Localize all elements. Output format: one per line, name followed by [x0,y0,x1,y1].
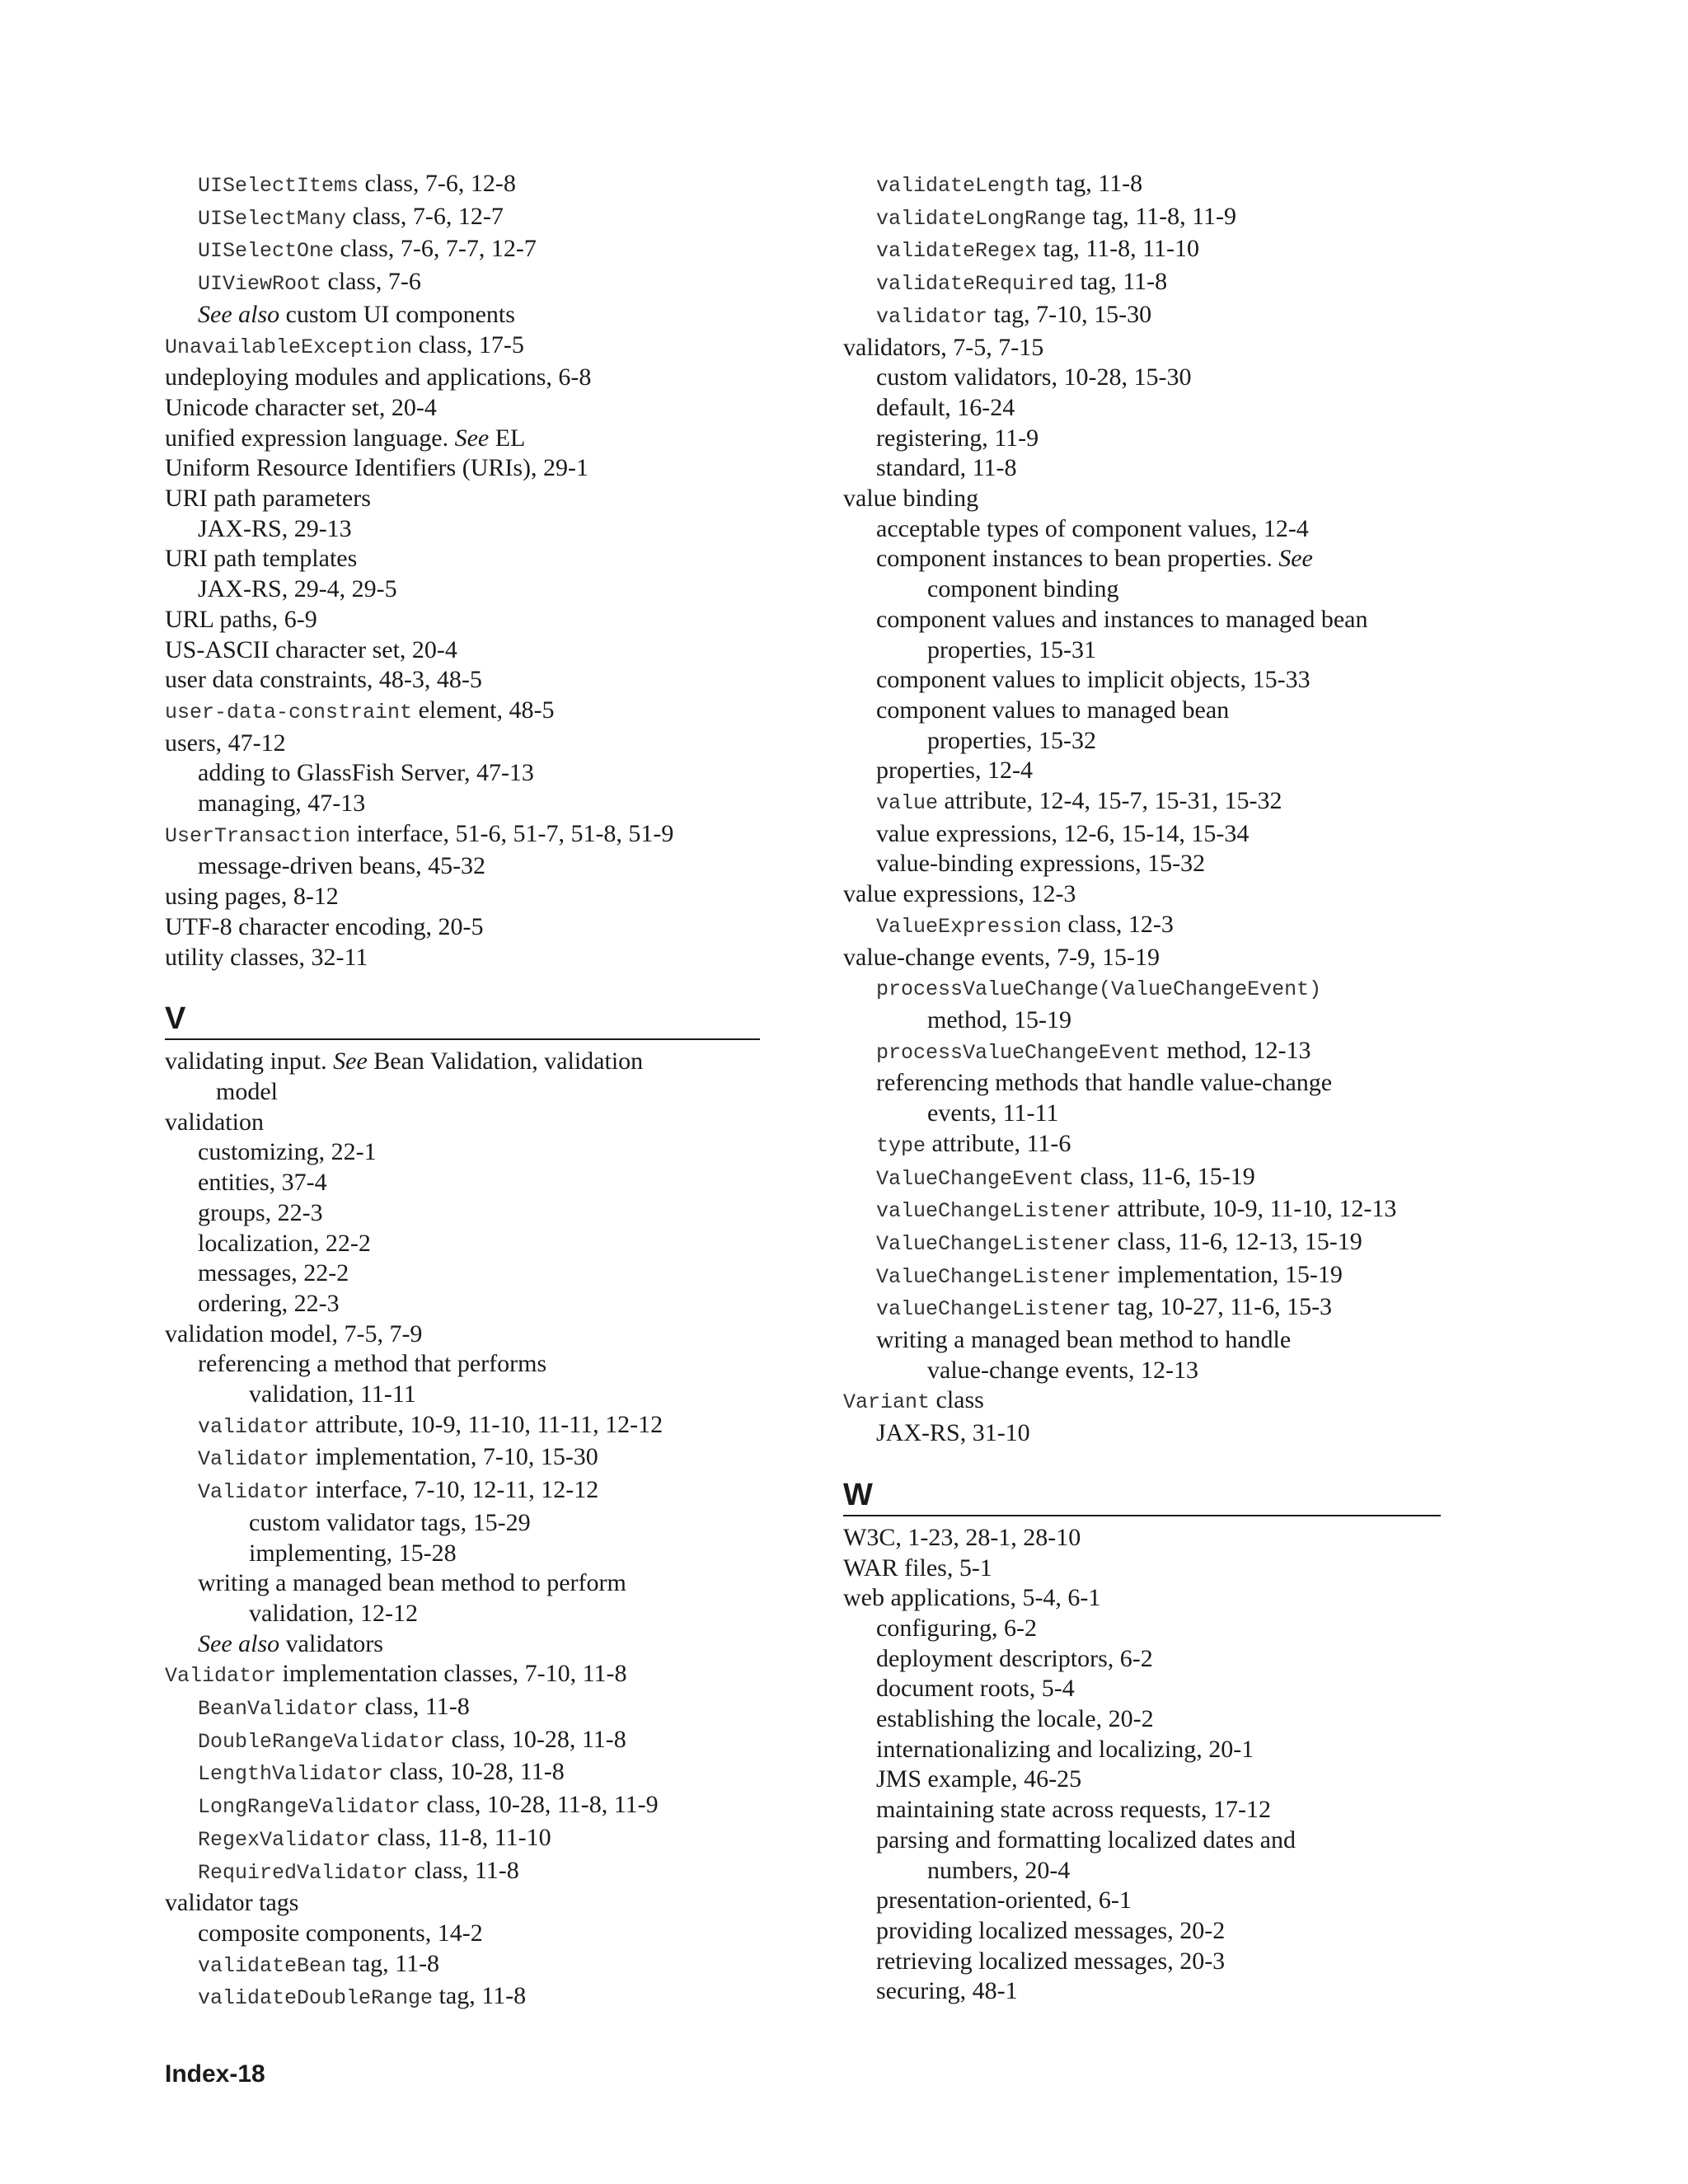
entry-text: localization, 22-2 [198,1229,371,1257]
index-subentry [843,169,1453,202]
index-subentry [843,1260,1453,1293]
index-subentry [165,234,791,267]
index-subentry [165,1289,791,1319]
entry-text: properties, 12-4 [876,757,1033,785]
entry-text: tag, 11-8 [1074,268,1168,296]
entry-text: validation, 11-11 [249,1380,416,1408]
index-subentry [165,1137,791,1168]
index-entry [165,544,791,574]
entry-text: class, 10-28, 11-8 [445,1725,626,1753]
index-subentry [843,1976,1453,2007]
code-term: UISelectItems [198,174,359,198]
index-entry [843,1385,1453,1418]
index-subentry [843,1227,1453,1260]
index-entry-continuation [165,1380,791,1410]
index-subentry [843,972,1453,1005]
index-subentry [843,1795,1453,1825]
index-entry [843,1554,1453,1584]
entry-text: message-driven beans, 45-32 [198,852,486,880]
entry-text: writing a managed bean method to handle [876,1326,1292,1354]
index-entry-continuation [843,1356,1453,1386]
entry-text: URI path parameters [165,485,371,513]
entry-text: value expressions, 12-6, 15-14, 15-34 [876,819,1250,847]
index-subentry [843,1735,1453,1765]
index-section [165,1001,791,1040]
index-subentry [843,1068,1453,1099]
code-term: validateRequired [876,272,1075,297]
entry-text: JMS example, 46-25 [876,1765,1082,1793]
index-subentry [843,665,1453,696]
index-subentry [165,1949,791,1982]
index-subentry [843,1292,1453,1325]
code-term: UserTransaction [165,823,351,848]
index-subentry [165,1198,791,1229]
index-subentry [843,300,1453,333]
index-subentry [843,1162,1453,1195]
index-subentry [165,202,791,235]
index-subentry [843,267,1453,300]
index-entry-continuation [165,1599,791,1629]
entry-text: class, 10-28, 11-8 [383,1758,565,1786]
index-subentry [843,910,1453,943]
index-subentry [843,544,1453,574]
entry-text: validation, 12-12 [249,1599,418,1627]
entry-text: custom validator tags, 15-29 [249,1508,531,1536]
entry-text: implementing, 15-28 [249,1539,457,1567]
entry-text: WAR files, 5-1 [843,1554,992,1582]
entry-text: ordering, 22-3 [198,1289,340,1317]
entry-text: Uniform Resource Identifiers (URIs), 29-1 [165,454,589,482]
entry-text: default, 16-24 [876,393,1015,421]
entry-text: class, 11-8 [359,1693,470,1721]
code-term: validator [876,304,988,329]
code-term: valueChangeListener [876,1297,1112,1322]
entry-text: tag, 11-8 [346,1949,440,1977]
index-subentry [843,202,1453,235]
index-subentry [165,1757,791,1790]
code-term: ValueChangeListener [876,1231,1112,1256]
entry-text: implementation classes, 7-10, 11-8 [276,1660,627,1688]
index-subentry [843,1886,1453,1916]
index-entry [165,1108,791,1138]
index-subentry [843,393,1453,424]
entry-text: interface, 7-10, 12-11, 12-12 [309,1476,599,1504]
index-subentry [843,696,1453,726]
entry-text: referencing methods that handle value-change [876,1069,1333,1097]
index-entry [165,453,791,484]
index-subentry [843,605,1453,635]
entry-text: URL paths, 6-9 [165,605,317,633]
entry-text: component instances to bean properties. [876,545,1279,573]
index-subentry [843,234,1453,267]
code-term: UnavailableException [165,335,413,359]
entry-text: tag, 11-8, 11-10 [1037,235,1199,263]
entry-text: component values and instances to managed bean [876,605,1368,633]
index-subentry [843,1614,1453,1644]
index-subentry [165,514,791,545]
entry-text: component values to implicit objects, 15-33 [876,666,1311,694]
entry-text: establishing the locale, 20-2 [876,1705,1154,1733]
index-entry-continuation [843,1099,1453,1129]
index-entry [165,665,791,696]
index-subentry [165,1229,791,1259]
code-term: type [876,1133,926,1158]
entry-text: attribute, 12-4, 15-7, 15-31, 15-32 [938,787,1282,815]
index-entry [165,635,791,666]
index-entry [843,484,1453,514]
index-subentry [843,1765,1453,1795]
entry-text: implementation, 15-19 [1111,1260,1343,1288]
entry-text: value binding [843,485,979,513]
index-entry-continuation [843,726,1453,757]
index-subentry [165,1856,791,1889]
entry-text: configuring, 6-2 [876,1614,1037,1642]
entry-text: writing a managed bean method to perform [198,1569,626,1597]
code-term: UIViewRoot [198,272,322,297]
index-subentry [843,424,1453,454]
index-entry-continuation [843,1856,1453,1886]
index-subentry [165,758,791,789]
entry-text: attribute, 10-9, 11-10, 12-13 [1111,1195,1397,1223]
entry-text: deployment descriptors, 6-2 [876,1644,1153,1672]
entry-text: maintaining state across requests, 17-12 [876,1796,1272,1824]
entry-text: class, 7-6, 12-7 [346,202,504,230]
index-column-right [843,169,1453,2007]
section-heading: V [165,1001,760,1040]
index-subentry [165,1349,791,1380]
index-entry [165,363,791,393]
entry-text: user data constraints, 48-3, 48-5 [165,666,482,694]
code-term: ValueExpression [876,914,1062,939]
index-subentry [165,1539,791,1569]
index-subentry [165,574,791,605]
entry-text: composite components, 14-2 [198,1919,483,1947]
entry-text: class, 11-8 [408,1856,519,1884]
entry-text: validators [279,1629,383,1657]
index-entry [165,330,791,363]
entry-text: using pages, 8-12 [165,883,339,911]
entry-text: users, 47-12 [165,729,286,757]
index-entry [165,912,791,943]
see-reference: See also [198,300,280,328]
index-subentry [843,1325,1453,1356]
entry-text: securing, 48-1 [876,1977,1018,2005]
code-term: processValueChangeEvent [876,1040,1161,1065]
index-entry [165,882,791,912]
entry-text: JAX-RS, 31-10 [876,1419,1030,1447]
entry-text: Unicode character set, 20-4 [165,393,437,421]
code-term: Validator [165,1664,277,1689]
entry-text: implementation, 7-10, 15-30 [309,1443,598,1471]
index-column-left [165,169,791,2014]
index-subentry [843,1916,1453,1947]
code-term: processValueChange(ValueChangeEvent) [876,977,1322,1002]
entry-text: attribute, 10-9, 11-10, 11-11, 12-12 [309,1410,663,1438]
code-term: UISelectOne [198,239,335,264]
index-subentry [843,1644,1453,1675]
entry-text: component binding [927,575,1119,603]
code-term: validateBean [198,1953,347,1978]
entry-text: internationalizing and localizing, 20-1 [876,1735,1254,1763]
index-subentry [165,1568,791,1599]
code-term: validateLength [876,174,1050,198]
code-term: value [876,791,939,816]
entry-text: class, 7-6 [321,268,421,296]
index-subentry [843,363,1453,393]
index-subentry [843,1036,1453,1069]
entry-text: document roots, 5-4 [876,1675,1075,1703]
entry-text: parsing and formatting localized dates and [876,1825,1296,1854]
section-heading: W [843,1477,1441,1516]
entry-text: class, 11-8, 11-10 [371,1823,551,1851]
index-entry [165,1888,791,1919]
entry-text: providing localized messages, 20-2 [876,1916,1226,1944]
entry-text: class, 11-6, 12-13, 15-19 [1111,1227,1362,1255]
entry-text: validators, 7-5, 7-15 [843,333,1044,361]
code-term: RequiredValidator [198,1860,409,1885]
entry-text: EL [489,424,526,452]
entry-text: customizing, 22-1 [198,1138,377,1166]
code-term: UISelectMany [198,206,347,231]
entry-text: groups, 22-3 [198,1198,323,1226]
index-entry [165,605,791,635]
entry-text: unified expression language. [165,424,455,452]
entry-text: utility classes, 32-11 [165,943,368,971]
index-subentry [165,169,791,202]
entry-text: adding to GlassFish Server, 47-13 [198,759,534,787]
code-term: validator [198,1414,310,1439]
entry-text: standard, 11-8 [876,454,1017,482]
entry-text: value-binding expressions, 15-32 [876,850,1206,878]
index-subentry [843,756,1453,786]
index-subentry [165,789,791,819]
entry-text: element, 48-5 [412,696,555,724]
index-subentry [165,1442,791,1475]
entry-text: entities, 37-4 [198,1169,327,1197]
code-term: ValueChangeEvent [876,1166,1075,1191]
entry-text: tag, 7-10, 15-30 [987,300,1152,328]
page-number: Index-18 [165,2060,265,2088]
index-subentry [843,1704,1453,1735]
index-subentry [165,1981,791,2014]
entry-text: tag, 11-8 [1049,170,1143,197]
entry-text: Bean Validation, validation [367,1047,644,1076]
entry-text: value-change events, 12-13 [927,1356,1199,1384]
entry-text: class, 12-3 [1062,910,1174,938]
index-entry [843,943,1453,973]
index-entry [165,1659,791,1692]
code-term: validateLongRange [876,206,1087,231]
index-entry [165,943,791,973]
code-term: user-data-constraint [165,700,413,724]
entry-text: acceptable types of component values, 12-4 [876,514,1309,542]
index-subentry [165,267,791,300]
index-subentry [165,1629,791,1660]
entry-text: presentation-oriented, 6-1 [876,1886,1132,1915]
entry-text: properties, 15-31 [927,635,1096,663]
code-term: Validator [198,1447,310,1472]
index-entry [165,696,791,729]
code-term: ValueChangeListener [876,1264,1112,1289]
code-term: validateRegex [876,239,1038,264]
entry-text: URI path templates [165,545,358,573]
index-subentry [843,786,1453,819]
entry-text: numbers, 20-4 [927,1856,1071,1884]
entry-text: W3C, 1-23, 28-1, 28-10 [843,1523,1081,1551]
code-term: LongRangeValidator [198,1795,421,1820]
entry-text: tag, 10-27, 11-6, 15-3 [1111,1293,1333,1321]
entry-text: undeploying modules and applications, 6-8 [165,363,592,391]
index-subentry [165,1410,791,1443]
entry-text: value expressions, 12-3 [843,880,1076,908]
index-entry [843,879,1453,910]
entry-text: validator tags [165,1889,299,1917]
entry-text: method, 15-19 [927,1005,1071,1033]
index-entry-continuation [165,1077,791,1108]
entry-text: class [930,1386,984,1414]
entry-text: custom UI components [279,300,515,328]
index-entry [165,1319,791,1350]
entry-text: model [216,1077,278,1105]
entry-text: validating input. [165,1047,334,1076]
entry-text: web applications, 5-4, 6-1 [843,1584,1101,1612]
see-reference: See [333,1047,368,1076]
entry-text: component values to managed bean [876,696,1230,724]
index-subentry [165,1508,791,1539]
entry-text: JAX-RS, 29-13 [198,514,352,542]
code-term: validateDoubleRange [198,1986,434,2011]
index-subentry [843,849,1453,879]
index-entry [843,1583,1453,1614]
code-term: Validator [198,1480,310,1505]
index-subentry [843,514,1453,545]
entry-text: class, 17-5 [412,330,524,359]
entry-text: registering, 11-9 [876,424,1039,452]
index-subentry [165,1790,791,1823]
entry-text: validation model, 7-5, 7-9 [165,1319,423,1347]
index-entry [165,393,791,424]
index-entry [165,729,791,759]
index-entry-continuation [843,1005,1453,1036]
index-subentry [843,1825,1453,1856]
index-subentry [165,1725,791,1758]
index-subentry [843,1418,1453,1449]
code-term: RegexValidator [198,1827,372,1852]
index-subentry [843,453,1453,484]
index-subentry [843,1947,1453,1977]
entry-text: events, 11-11 [927,1099,1059,1127]
index-subentry [165,851,791,882]
entry-text: referencing a method that performs [198,1350,547,1378]
index-subentry [165,1475,791,1508]
index-subentry [165,1692,791,1725]
entry-text: US-ASCII character set, 20-4 [165,635,457,663]
see-reference: See [454,424,490,452]
entry-text: properties, 15-32 [927,726,1096,754]
index-subentry [165,1258,791,1289]
entry-text: class, 7-6, 7-7, 12-7 [334,235,537,263]
entry-text: class, 11-6, 15-19 [1074,1162,1255,1190]
entry-text: custom validators, 10-28, 15-30 [876,363,1192,391]
entry-text: class, 7-6, 12-8 [359,170,516,197]
see-reference: See also [198,1629,280,1657]
index-entry-continuation [843,635,1453,666]
entry-text: interface, 51-6, 51-7, 51-8, 51-9 [350,819,674,847]
code-term: valueChangeListener [876,1199,1112,1224]
index-entry [165,424,791,454]
index-entry [843,1523,1453,1554]
index-subentry [165,1168,791,1198]
entry-text: JAX-RS, 29-4, 29-5 [198,575,397,603]
entry-text: tag, 11-8, 11-9 [1086,202,1236,230]
index-subentry [165,1919,791,1949]
entry-text: retrieving localized messages, 20-3 [876,1947,1226,1975]
code-term: LengthValidator [198,1762,384,1787]
entry-text: managing, 47-13 [198,790,366,818]
index-entry [165,819,791,852]
see-reference: See [1278,545,1313,573]
index-entry [165,484,791,514]
index-section [843,1477,1453,1516]
entry-text: messages, 22-2 [198,1259,349,1287]
entry-text: attribute, 11-6 [926,1129,1071,1157]
index-subentry [843,1194,1453,1227]
code-term: BeanValidator [198,1697,359,1722]
entry-text: method, 12-13 [1160,1036,1311,1064]
code-term: Variant [843,1390,931,1415]
index-subentry [843,819,1453,850]
index-subentry [165,300,791,330]
index-subentry [843,1674,1453,1704]
entry-text: class, 10-28, 11-8, 11-9 [420,1791,659,1819]
code-term: DoubleRangeValidator [198,1729,446,1754]
index-entry [843,333,1453,363]
entry-text: tag, 11-8 [433,1982,527,2010]
entry-text: UTF-8 character encoding, 20-5 [165,912,484,940]
index-subentry [843,1129,1453,1162]
entry-text: validation [165,1108,264,1136]
index-entry-continuation [843,574,1453,605]
index-entry [165,1047,791,1077]
index-subentry [165,1823,791,1856]
entry-text: value-change events, 7-9, 15-19 [843,943,1160,971]
